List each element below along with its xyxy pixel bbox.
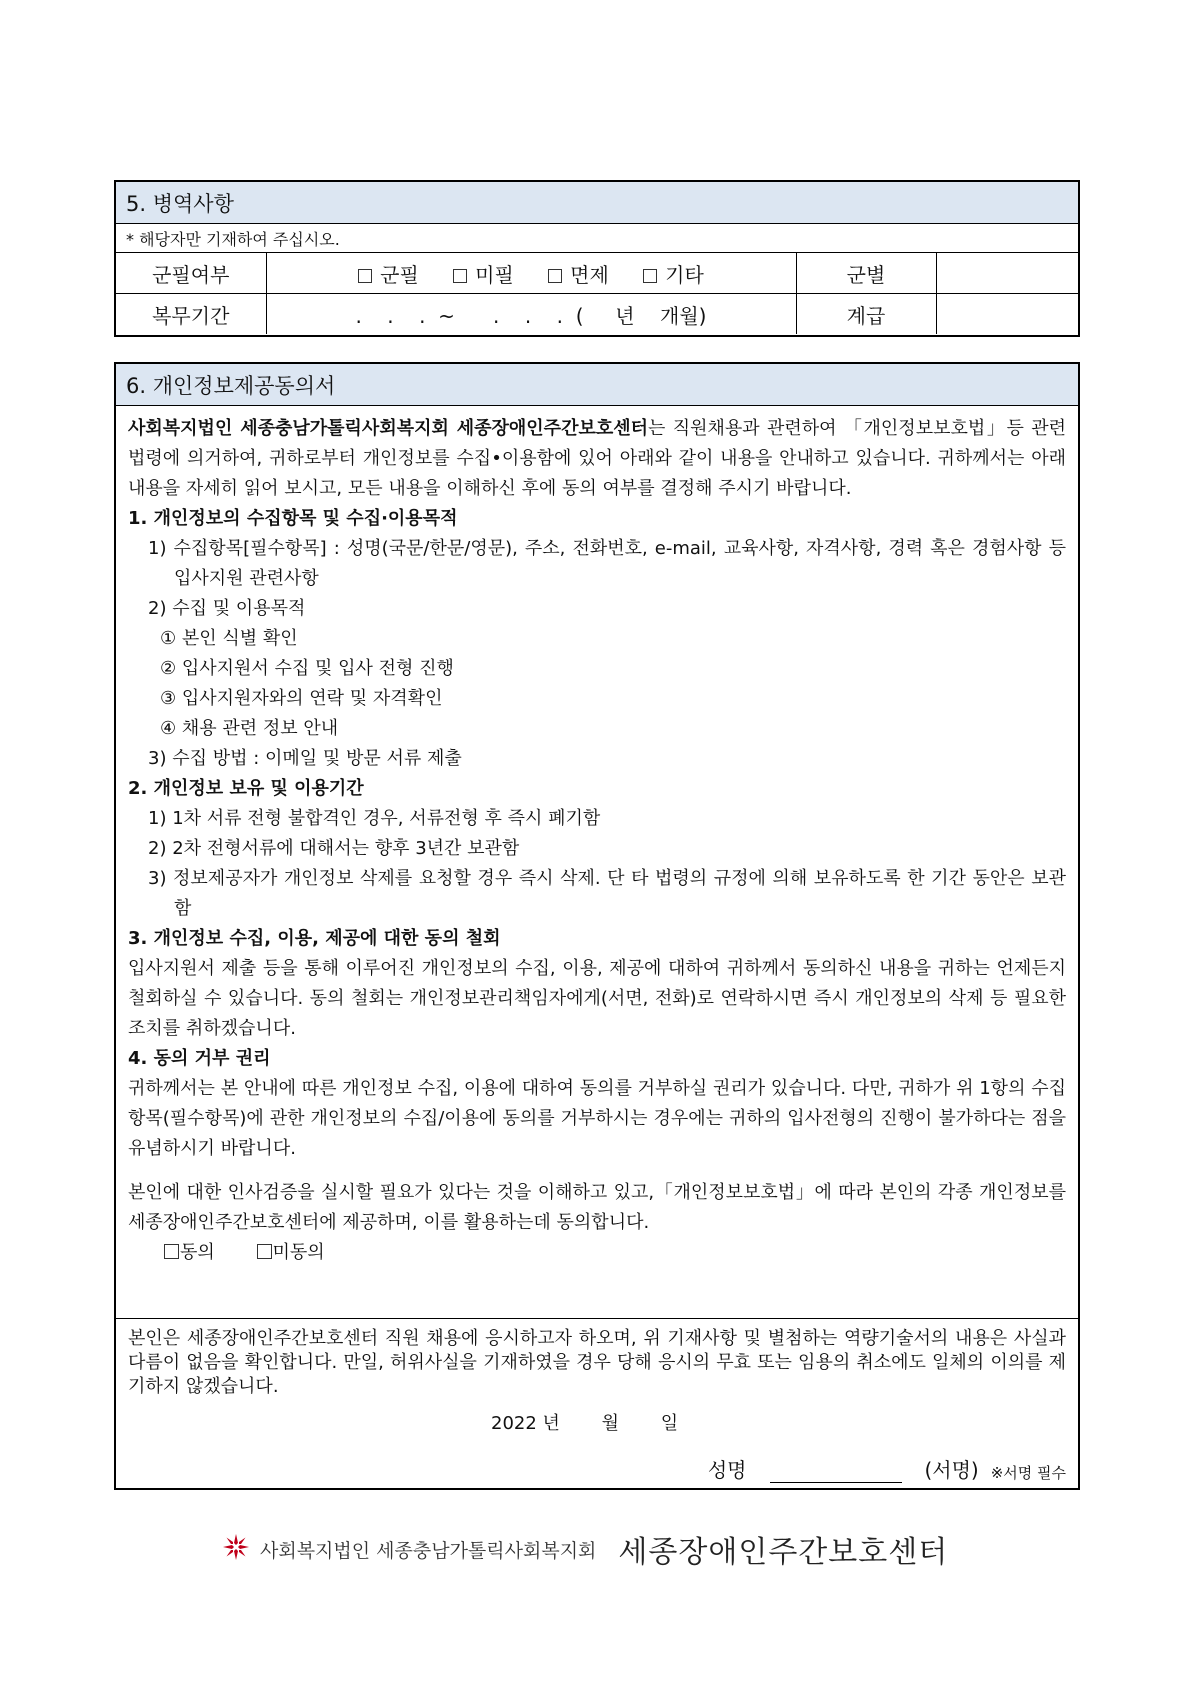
agree-label: 동의 (180, 1242, 215, 1263)
footer-org: 사회복지법인 세종충남가톨릭사회복지회 (260, 1539, 597, 1562)
list-item: 1) 1차 서류 전형 불합격인 경우, 서류전형 후 즉시 폐기함 (148, 808, 601, 829)
agree-checkbox[interactable] (164, 1244, 179, 1259)
heading-1: 1. 개인정보의 수집항목 및 수집·이용목적 (128, 508, 458, 529)
agree-option[interactable] (164, 1242, 215, 1263)
service-status-options (266, 253, 796, 294)
option-label: 미필 (475, 262, 514, 287)
list-item: 2) 수집 및 이용목적 (148, 598, 306, 619)
service-period-field[interactable]: . . . ~ . . . ( 년 개월) (266, 294, 796, 335)
checkbox[interactable] (453, 269, 467, 283)
footer (222, 1527, 948, 1571)
sign-required-note: ※서명 필수 (990, 1464, 1066, 1482)
option-label: 기타 (665, 262, 704, 287)
disagree-checkbox[interactable] (257, 1244, 272, 1259)
org-name: 사회복지법인 세종충남가톨릭사회복지회 세종장애인주간보호센터 (128, 418, 649, 439)
disagree-option[interactable] (257, 1242, 325, 1263)
military-service-section (114, 180, 1080, 337)
caritas-cross-icon (222, 1533, 250, 1565)
disagree-label: 미동의 (272, 1242, 325, 1263)
sub-item: ④ 채용 관련 정보 안내 (160, 718, 339, 739)
consent-options (128, 1238, 1066, 1268)
signature-field[interactable] (770, 1460, 902, 1483)
list-item: 3) 정보제공자가 개인정보 삭제를 요청할 경우 즉시 삭제. 단 타 법령의 규정에 의해 보유하도록 한 기간 동안은 보관함 (148, 868, 1066, 919)
consent-statement: 본인에 대한 인사검증을 실시할 필요가 있다는 것을 이해하고 있고,「개인정보보호법」에 따라 본인의 각종 개인정보를 세종장애인주간보호센터에 제공하며, 이를 활용하는데 동의합니다. (128, 1182, 1066, 1233)
date-day: 일 (660, 1413, 679, 1434)
service-status-label: 군필여부 (116, 253, 266, 294)
option-label: 군필 (380, 262, 419, 287)
option-not-completed[interactable] (453, 259, 514, 288)
heading-3: 3. 개인정보 수집, 이용, 제공에 대한 동의 철회 (128, 928, 501, 949)
intro-paragraph (128, 414, 1066, 504)
branch-label: 군별 (796, 253, 936, 294)
list-item: 1) 수집항목[필수항목] : 성명(국문/한문/영문), 주소, 전화번호, e-mail, 교육사항, 자격사항, 경력 혹은 경험사항 등 입사지원 관련사항 (148, 538, 1066, 589)
date-year: 2022 년 (491, 1413, 560, 1434)
date-line (491, 1409, 678, 1435)
refusal-paragraph: 귀하께서는 본 안내에 따른 개인정보 수집, 이용에 대하여 동의를 거부하실 권리가 있습니다. 다만, 귀하가 위 1항의 수집항목(필수항목)에 관한 개인정보의 수집/이용에 동의를 거부하시는 경우에는 귀하의 입사전형의 진행이 불가하다는 점을 유념하시기 바랍니다. (128, 1078, 1066, 1159)
signature-line (708, 1454, 1066, 1483)
list-item: 3) 수집 방법 : 이메일 및 방문 서류 제출 (148, 748, 462, 769)
declaration-text: 본인은 세종장애인주간보호센터 직원 채용에 응시하고자 하오며, 위 기재사항 및 별첨하는 역량기술서의 내용은 사실과 다름이 없음을 확인합니다. 만일, 허위사실을 기재하였을 경우 당해 응시의 무효 또는 임용의 취소에도 일체의 이의를 제기하지 않겠습니다. (128, 1328, 1066, 1397)
rank-label: 계급 (796, 294, 936, 335)
heading-2: 2. 개인정보 보유 및 이용기간 (128, 778, 364, 799)
consent-body (116, 406, 1078, 1268)
sub-item: ① 본인 식별 확인 (160, 628, 298, 649)
option-label: 면제 (570, 262, 609, 287)
withdrawal-paragraph: 입사지원서 제출 등을 통해 이루어진 개인정보의 수집, 이용, 제공에 대하여 귀하께서 동의하신 내용을 귀하는 언제든지 철회하실 수 있습니다. 동의 철회는 개인정보관리책임자에게(서면, 전화)로 연락하시면 즉시 개인정보의 삭제 등 필요한 조치를 취하겠습니다. (128, 958, 1066, 1039)
heading-4: 4. 동의 거부 권리 (128, 1048, 271, 1069)
sign-label: 성명 (707, 1458, 747, 1482)
option-other[interactable] (643, 259, 704, 288)
branch-field[interactable] (936, 253, 1078, 294)
section-title: 5. 병역사항 (116, 182, 1078, 224)
sub-item: ② 입사지원서 수집 및 입사 전형 진행 (160, 658, 454, 679)
service-period-label: 복무기간 (116, 294, 266, 335)
footer-center-name: 세종장애인주간보호센터 (618, 1535, 949, 1570)
date-month: 월 (601, 1413, 620, 1434)
list-item: 2) 2차 전형서류에 대해서는 향후 3년간 보관함 (148, 838, 520, 859)
section-note: * 해당자만 기재하여 주십시오. (116, 224, 1078, 253)
sign-paren: (서명) (924, 1458, 979, 1482)
section-title: 6. 개인정보제공동의서 (116, 364, 1078, 406)
option-exempt[interactable] (548, 259, 609, 288)
checkbox[interactable] (643, 269, 657, 283)
option-completed[interactable] (358, 259, 419, 288)
military-table (116, 253, 1078, 334)
privacy-consent-section (114, 362, 1080, 1490)
checkbox[interactable] (358, 269, 372, 283)
sub-item: ③ 입사지원자와의 연락 및 자격확인 (160, 688, 443, 709)
rank-field[interactable] (936, 294, 1078, 335)
declaration (116, 1318, 1078, 1399)
checkbox[interactable] (548, 269, 562, 283)
intro-text: 는 직원채용과 관련하여 「개인정보보호법」등 관련 법령에 의거하여, 귀하로부터 개인정보를 수집•이용함에 있어 아래와 같이 내용을 안내하고 있습니다. 귀하께서는 아래 내용을 자세히 읽어 보시고, 모든 내용을 이해하신 후에 동의 여부를 결정해 주시기 바랍니다. (128, 418, 1066, 499)
